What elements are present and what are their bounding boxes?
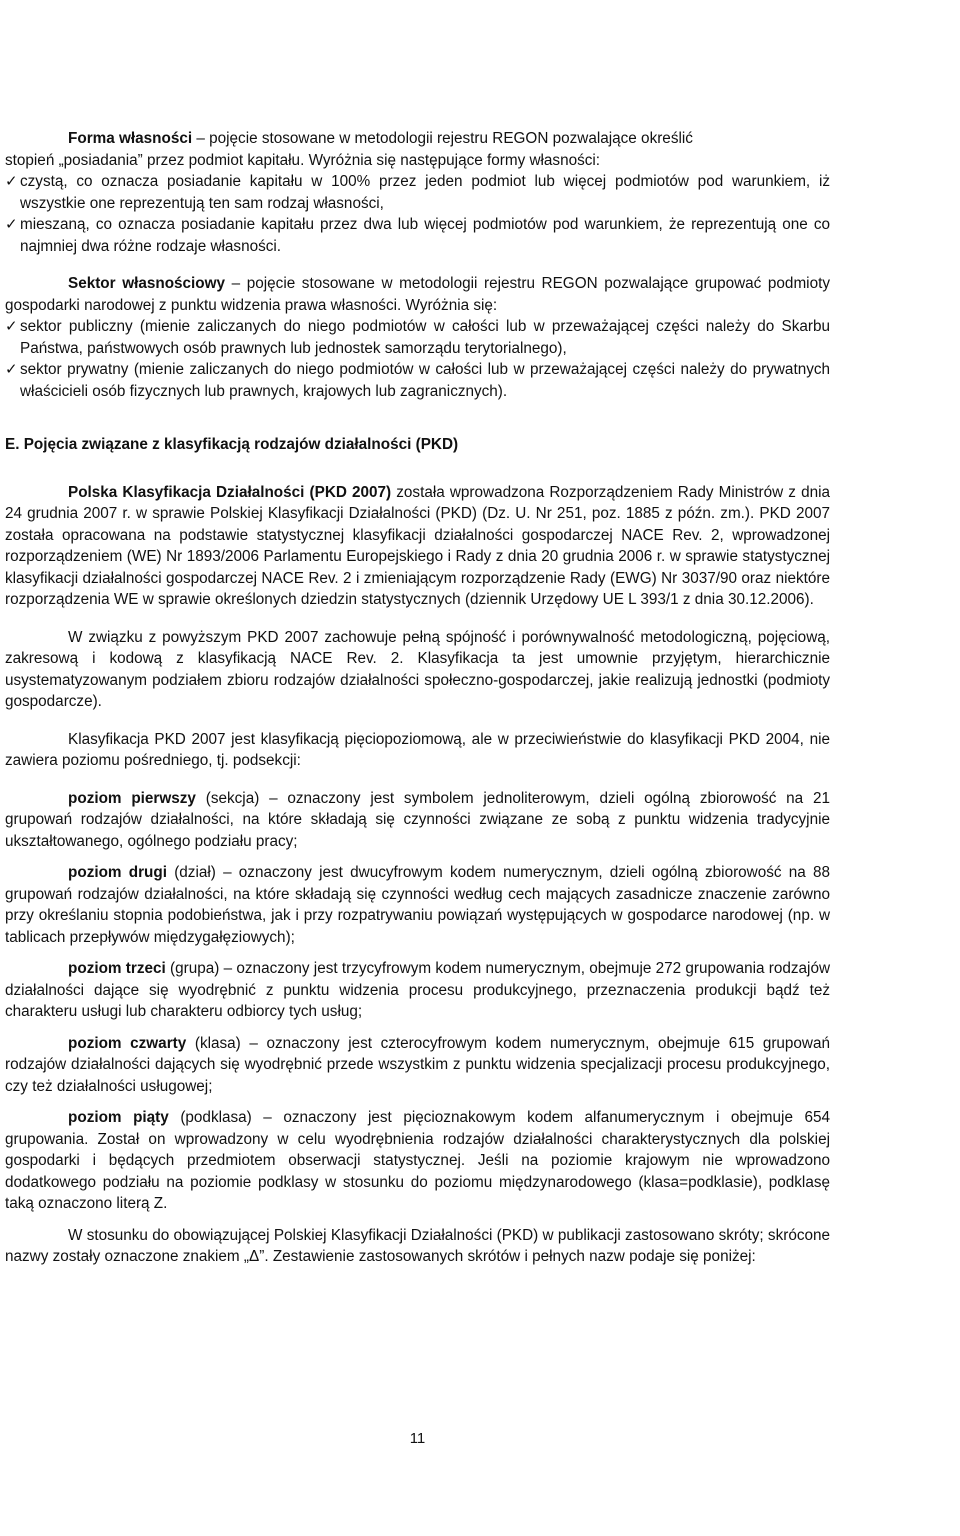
level-text: (klasa) – oznaczony jest czterocyfrowym kodem numerycznym, obejmuje 615 grupowań rodzajów działalności dających się wyodrębnić przede wszystkim z punktu widzenia specjalizacji procesu produkcyjnego, czy też działalności usługowej;	[5, 1034, 830, 1095]
forma-line1: pojęcie stosowane w metodologii rejestru REGON pozwalające określić	[209, 130, 693, 147]
forma-term: Forma własności	[68, 130, 193, 147]
pkd-intro-term: Polska Klasyfikacja Działalności (PKD 2007)	[68, 483, 392, 501]
list-item	[5, 359, 830, 402]
level-text: (grupa) – oznaczony jest trzycyfrowym kodem numerycznym, obejmuje 272 grupowania rodzajów działalności dające się wyodrębnić z punktu widzenia procesu produkcyjnego, przeznaczenia produkcji bądź też charakteru usługi lub charakteru odbiorcy tych usług;	[5, 960, 830, 1020]
klasyfikacja-paragraph: Klasyfikacja PKD 2007 jest klasyfikacją pięciopoziomową, ale w przeciwieństwie do klasyfikacji PKD 2004, nie zawiera poziomu pośredniego, tj. podsekcji:	[5, 730, 830, 769]
page-content	[5, 128, 830, 1268]
sektor-text: pojęcie stosowane w metodologii rejestru REGON pozwalające grupować podmioty gospodarki narodowej z punktu widzenia prawa własności. Wyróżnia się:	[5, 275, 830, 314]
sektor-term: Sektor własnościowy	[68, 275, 226, 292]
level-text: (dział) – oznaczony jest dwucyfrowym kodem numerycznym, dzieli ogólną zbiorowość na 88 grupowań rodzajów działalności, na które składają się czynności według cech mających zasadnicze znaczenie zarówno przy określaniu stopnia podobieństwa, jak i przy rozpatrywaniu powiązań występujących w gospodarce narodowej (np. w tablicach przepływów międzygałęziowych);	[5, 864, 830, 946]
section-e-letter: E.	[5, 436, 20, 453]
level-term: poziom trzeci	[68, 960, 166, 977]
level-text: (podklasa) – oznaczony jest pięcioznakowym kodem alfanumerycznym i obejmuje 654 grupowania. Został on wprowadzony w celu wyodrębnienia rodzajów działalności charakterystycznych dla polskiej gospodarki i będących przedmiotem obserwacji statystycznej. Jeśli na poziomie krajowym nie wprowadzono dodatkowego podziału na poziomie podklasy w stosunku do poziomu międzynarodowego (klasa=podklasie), podklasę taką oznaczono literą Z.	[5, 1109, 831, 1212]
check-icon: ✓	[5, 318, 18, 335]
level-paragraph	[5, 788, 830, 853]
forma-line2-paragraph	[5, 150, 830, 172]
level-term: poziom drugi	[68, 864, 167, 881]
list-item	[5, 171, 830, 214]
level-paragraph	[5, 1033, 830, 1098]
forma-line2: stopień „posiadania” przez podmiot kapitału. Wyróżnia się następujące formy własności:	[5, 151, 601, 169]
list-item	[5, 316, 830, 359]
level-term: poziom piąty	[68, 1109, 169, 1126]
sektor-item-prywatny: sektor prywatny (mienie zaliczanych do niego podmiotów w całości lub w przeważającej części należy do prywatnych właścicieli osób fizycznych lub prawnych, krajowych lub zagranicznych).	[20, 361, 830, 400]
forma-paragraph: Forma własności – pojęcie stosowane w metodologii rejestru REGON pozwalające określić	[68, 130, 693, 147]
list-item	[5, 214, 830, 257]
forma-item-czysta: czystą, co oznacza posiadanie kapitału w 100% przez jeden podmiot lub więcej podmiotów pod warunkiem, iż wszystkie one reprezentują ten sam rodzaj własności,	[20, 173, 830, 212]
pkd-intro-text: została wprowadzona Rozporządzeniem Rady Ministrów z dnia 24 grudnia 2007 r. w sprawie Polskiej Klasyfikacji Działalności (PKD) (Dz. U. Nr 251, poz. 1885 z późn. zm.). PKD 2007 została opracowana na podstawie statystycznej klasyfikacji działalności gospodarczej NACE Rev. 2, wprowadzonej rozporządzeniem (WE) Nr 1893/2006 Parlamentu Europejskiego i Rady z dnia 20 grudnia 2006 r. w sprawie statystycznej klasyfikacji działalności gospodarczej NACE Rev. 2 i zmieniającym rozporządzenie Rady (EWG) Nr 3037/90 oraz niektóre rozporządzenia WE w sprawie określonych dziedzin statystycznych (dziennik Urzędowy UE L 393/1 z dnia 30.12.2006).	[5, 483, 830, 608]
sektor-item-publiczny: sektor publiczny (mienie zaliczanych do niego podmiotów w całości lub w przeważającej części należy do Skarbu Państwa, państwowych osób prawnych lub jednostek samorządu terytorialnego),	[20, 318, 830, 357]
section-e-title: Pojęcia związane z klasyfikacją rodzajów działalności (PKD)	[23, 436, 459, 453]
section-e-heading	[5, 434, 830, 456]
check-icon: ✓	[5, 216, 18, 233]
level-paragraph	[5, 958, 830, 1023]
level-term: poziom czwarty	[68, 1034, 187, 1052]
level-text: (sekcja) – oznaczony jest symbolem jednoliterowym, dzieli ogólną zbiorowość na 21 grupowań rodzajów działalności, na które składają się czynności związane ze sobą z punktu widzenia tradycyjnie ukształtowanego, ogólnego podziału pracy;	[5, 789, 830, 850]
sektor-paragraph: Sektor własnościowy – pojęcie stosowane w metodologii rejestru REGON pozwalające grupować podmioty gospodarki narodowej z punktu widzenia prawa własności. Wyróżnia się:	[5, 275, 830, 314]
forma-item-mieszana: mieszaną, co oznacza posiadanie kapitału przez dwa lub więcej podmiotów pod warunkiem, że reprezentują one co najmniej dwa różne rodzaje własności.	[20, 216, 830, 255]
check-icon: ✓	[5, 173, 18, 190]
stosunek-paragraph: W stosunku do obowiązującej Polskiej Klasyfikacji Działalności (PKD) w publikacji zastosowano skróty; skrócone nazwy zostały oznaczone znakiem „Δ”. Zestawienie zastosowanych skrótów i pełnych nazw podaje się poniżej:	[5, 1226, 830, 1265]
check-icon: ✓	[5, 361, 18, 378]
level-term: poziom pierwszy	[68, 789, 196, 807]
level-paragraph	[5, 862, 830, 948]
level-paragraph	[5, 1107, 830, 1215]
zwiazek-paragraph: W związku z powyższym PKD 2007 zachowuje pełną spójność i porównywalność metodologiczną, pojęciową, zakresową i kodową z klasyfikacją NACE Rev. 2. Klasyfikacja ta jest umownie przyjętym, hierarchicznie usystematyzowanym podziałem zbioru rodzajów działalności społeczno-gospodarczej, jakie realizują jednostki (podmioty gospodarcze).	[5, 628, 830, 710]
pkd-intro-paragraph	[5, 482, 830, 611]
page-number: 11	[409, 1430, 426, 1447]
